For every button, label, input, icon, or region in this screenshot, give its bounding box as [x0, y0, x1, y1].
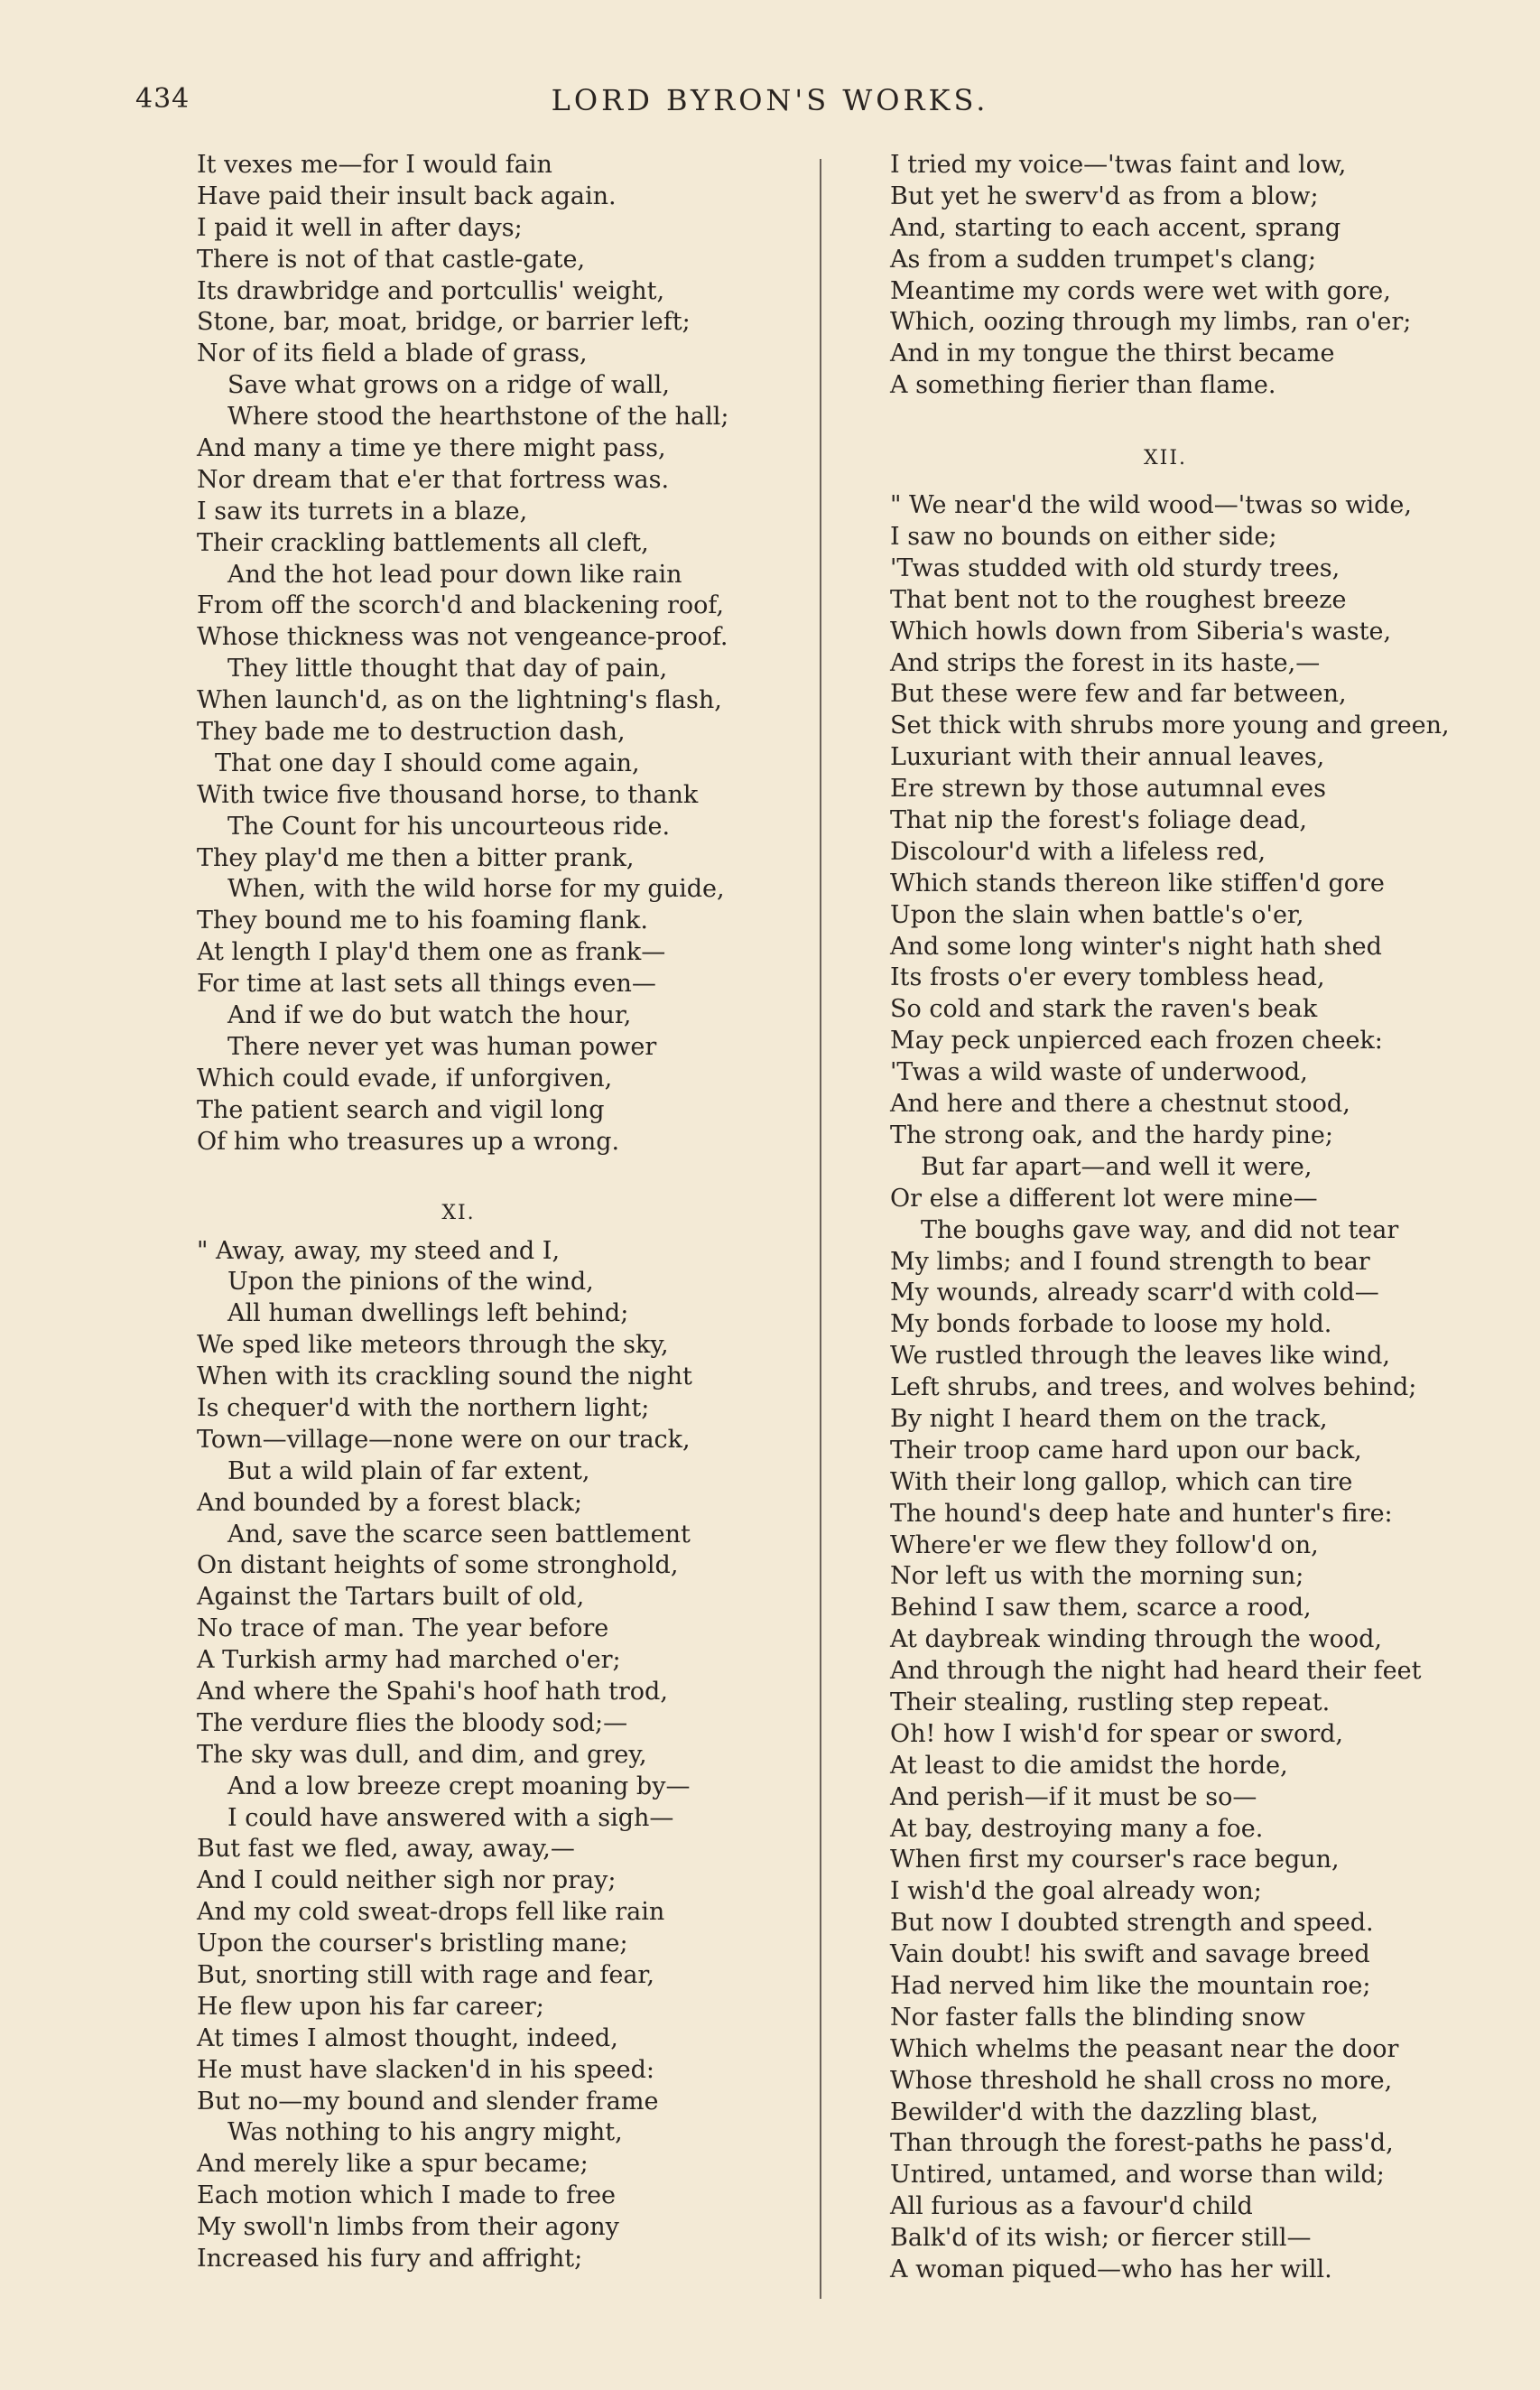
- verse-line: And, save the scarce seen battlement: [227, 1520, 691, 1548]
- verse-line: Their crackling battlements all cleft,: [197, 528, 649, 557]
- page-header: [0, 83, 1540, 123]
- verse-line: And perish—if it must be so—: [890, 1782, 1257, 1811]
- verse-line: Each motion which I made to free: [197, 2181, 617, 2210]
- verse-line: The sky was dull, and dim, and grey,: [197, 1740, 647, 1769]
- verse-line: I tried my voice—'twas faint and low,: [890, 151, 1347, 179]
- verse-line: As from a sudden trumpet's clang;: [890, 245, 1317, 274]
- verse-line: My swoll'n limbs from their agony: [197, 2213, 619, 2242]
- verse-line: At times I almost thought, indeed,: [197, 2023, 618, 2052]
- verse-line: And many a time ye there might pass,: [197, 434, 666, 463]
- verse-line: Which, oozing through my limbs, ran o'er;: [890, 308, 1412, 337]
- verse-line: It vexes me—for I would fain: [197, 151, 552, 179]
- verse-line: When, with the wild horse for my guide,: [227, 875, 725, 904]
- left-block-b: [197, 1236, 811, 2275]
- verse-line: We rustled through the leaves like wind,: [890, 1342, 1391, 1371]
- verse-line: Whose thickness was not vengeance-proof.: [197, 623, 728, 652]
- verse-line: There is not of that castle-gate,: [197, 245, 586, 274]
- verse-line: Nor left us with the morning sun;: [890, 1562, 1304, 1591]
- verse-line: But fast we fled, away, away,—: [197, 1835, 575, 1864]
- verse-line: On distant heights of some stronghold,: [197, 1551, 679, 1580]
- running-title: LORD BYRON'S WORKS.: [551, 83, 989, 117]
- verse-line: And in my tongue the thirst became: [890, 339, 1335, 368]
- verse-line: From off the scorch'd and blackening roof,: [197, 591, 724, 620]
- verse-line: But these were few and far between,: [890, 680, 1347, 709]
- verse-line: And a low breeze crept moaning by—: [227, 1772, 691, 1800]
- verse-line: When launch'd, as on the lightning's flash,: [197, 686, 722, 715]
- verse-line: Which howls down from Siberia's waste,: [890, 617, 1392, 646]
- verse-line: Against the Tartars built of old,: [197, 1583, 585, 1612]
- verse-line: There never yet was human power: [227, 1032, 657, 1061]
- verse-line: At daybreak winding through the wood,: [890, 1625, 1382, 1654]
- verse-line: But a wild plain of far extent,: [227, 1456, 590, 1485]
- verse-line: Which could evade, if unforgiven,: [197, 1064, 613, 1093]
- verse-line: Which whelms the peasant near the door: [890, 2034, 1399, 2063]
- verse-line: Its frosts o'er every tombless head,: [890, 963, 1325, 992]
- verse-line: And if we do but watch the hour,: [227, 1001, 632, 1030]
- verse-line: Than through the forest-paths he pass'd,: [890, 2129, 1394, 2158]
- verse-line: All furious as a favour'd child: [890, 2192, 1253, 2221]
- verse-line: Vain doubt! his swift and savage breed: [890, 1940, 1370, 1969]
- verse-line: Nor of its field a blade of grass,: [197, 339, 588, 368]
- verse-line: No trace of man. The year before: [197, 1614, 609, 1643]
- verse-line: All human dwellings left behind;: [227, 1299, 629, 1328]
- verse-line: And some long winter's night hath shed: [890, 932, 1382, 961]
- verse-line: Nor dream that e'er that fortress was.: [197, 465, 670, 494]
- verse-line: At least to die amidst the horde,: [890, 1751, 1288, 1780]
- verse-line: Oh! how I wish'd for spear or sword,: [890, 1719, 1344, 1748]
- verse-line: But far apart—and well it were,: [921, 1152, 1313, 1181]
- verse-line: I saw no bounds on either side;: [890, 523, 1277, 552]
- verse-line: Their stealing, rustling step repeat.: [890, 1688, 1331, 1716]
- verse-line: That nip the forest's foliage dead,: [890, 806, 1308, 835]
- verse-line: Was nothing to his angry might,: [227, 2118, 623, 2147]
- verse-line: A woman piqued—who has her will.: [890, 2255, 1332, 2283]
- verse-line: That bent not to the roughest breeze: [890, 585, 1347, 614]
- verse-line: I saw its turrets in a blaze,: [197, 497, 528, 525]
- verse-line: Left shrubs, and trees, and wolves behind;: [890, 1373, 1417, 1402]
- verse-line: By night I heard them on the track,: [890, 1404, 1328, 1433]
- verse-line: Where'er we flew they follow'd on,: [890, 1530, 1319, 1559]
- verse-line: Stone, bar, moat, bridge, or barrier left;: [197, 308, 691, 337]
- verse-line: Meantime my cords were wet with gore,: [890, 276, 1391, 305]
- verse-line: My wounds, already scarr'd with cold—: [890, 1279, 1379, 1307]
- verse-line: A something fierier than flame.: [890, 371, 1276, 400]
- stanza-heading-xii: XII.: [1143, 447, 1188, 470]
- verse-line: They little thought that day of pain,: [227, 655, 668, 684]
- verse-line: And my cold sweat-drops fell like rain: [197, 1898, 665, 1927]
- stanza-heading-xi: XI.: [441, 1201, 476, 1224]
- column-divider: [820, 159, 821, 2299]
- verse-line: Upon the courser's bristling mane;: [197, 1930, 628, 1958]
- spacer: [890, 402, 1495, 427]
- verse-line: The boughs gave way, and did not tear: [921, 1215, 1399, 1244]
- verse-line: When first my courser's race begun,: [890, 1846, 1340, 1874]
- verse-line: I paid it well in after days;: [197, 213, 523, 242]
- verse-line: And bounded by a forest black;: [197, 1488, 583, 1517]
- verse-line: And here and there a chestnut stood,: [890, 1090, 1350, 1119]
- verse-line: Or else a different lot were mine—: [890, 1184, 1318, 1213]
- verse-line: Balk'd of its wish; or fiercer still—: [890, 2224, 1312, 2253]
- verse-line: Increased his fury and affright;: [197, 2245, 583, 2273]
- verse-line: Set thick with shrubs more young and green,: [890, 711, 1450, 740]
- verse-line: Its drawbridge and portcullis' weight,: [197, 276, 665, 305]
- verse-line: Behind I saw them, scarce a rood,: [890, 1594, 1312, 1623]
- verse-line: They bade me to destruction dash,: [197, 718, 626, 747]
- verse-line: With twice five thousand horse, to thank: [197, 780, 699, 809]
- verse-line: The strong oak, and the hardy pine;: [890, 1121, 1334, 1149]
- verse-line: Which stands thereon like stiffen'd gore: [890, 869, 1385, 897]
- verse-line: My limbs; and I found strength to bear: [890, 1247, 1370, 1276]
- page-number: 434: [135, 83, 190, 115]
- verse-line: Is chequer'd with the northern light;: [197, 1393, 650, 1422]
- verse-line: But now I doubted strength and speed.: [890, 1909, 1374, 1938]
- verse-line: I wish'd the goal already won;: [890, 1877, 1262, 1906]
- left-block-a: [197, 150, 811, 1158]
- verse-line: At bay, destroying many a foe.: [890, 1814, 1264, 1843]
- verse-line: And the hot lead pour down like rain: [227, 560, 682, 589]
- verse-line: But no—my bound and slender frame: [197, 2087, 659, 2116]
- verse-line: Their troop came hard upon our back,: [890, 1436, 1362, 1465]
- verse-line: And through the night had heard their feet: [890, 1657, 1422, 1686]
- verse-line: Where stood the hearthstone of the hall;: [227, 403, 729, 432]
- right-block-b: [890, 490, 1495, 2286]
- verse-line: Had nerved him like the mountain roe;: [890, 1971, 1371, 2000]
- verse-line: With their long gallop, which can tire: [890, 1467, 1353, 1496]
- verse-line: Town—village—none were on our track,: [197, 1425, 691, 1454]
- verse-line: He must have slacken'd in his speed:: [197, 2055, 654, 2084]
- verse-line: He flew upon his far career;: [197, 1992, 544, 2021]
- verse-line: I could have answered with a sigh—: [227, 1803, 674, 1832]
- verse-line: And I could neither sigh nor pray;: [197, 1866, 617, 1895]
- verse-line: Upon the pinions of the wind,: [227, 1268, 594, 1297]
- verse-line: That one day I should come again,: [215, 749, 640, 777]
- verse-line: The Count for his uncourteous ride.: [227, 812, 671, 841]
- verse-line: Luxuriant with their annual leaves,: [890, 743, 1325, 772]
- verse-line: 'Twas studded with old sturdy trees,: [890, 553, 1341, 582]
- verse-line: They bound me to his foaming flank.: [197, 907, 648, 935]
- verse-line: They play'd me then a bitter prank,: [197, 843, 635, 872]
- verse-line: Have paid their insult back again.: [197, 181, 617, 210]
- verse-line: Whose threshold he shall cross no more,: [890, 2066, 1393, 2095]
- verse-line: Nor faster falls the blinding snow: [890, 2003, 1305, 2032]
- verse-line: At length I play'd them one as frank—: [197, 938, 666, 967]
- verse-line: May peck unpierced each frozen cheek:: [890, 1027, 1383, 1056]
- verse-line: Save what grows on a ridge of wall,: [227, 371, 670, 400]
- verse-line: The patient search and vigil long: [197, 1095, 605, 1124]
- verse-line: Untired, untamed, and worse than wild;: [890, 2161, 1385, 2190]
- verse-line: " We near'd the wild wood—'twas so wide,: [890, 491, 1412, 520]
- verse-line: 'Twas a wild waste of underwood,: [890, 1058, 1308, 1087]
- verse-line: Discolour'd with a lifeless red,: [890, 837, 1266, 866]
- verse-line: My bonds forbade to loose my hold.: [890, 1310, 1332, 1339]
- verse-line: Of him who treasures up a wrong.: [197, 1127, 620, 1156]
- verse-line: And where the Spahi's hoof hath trod,: [197, 1677, 668, 1706]
- verse-line: So cold and stark the raven's beak: [890, 995, 1318, 1024]
- spacer: [197, 1158, 811, 1191]
- verse-line: Ere strewn by those autumnal eves: [890, 775, 1326, 804]
- right-block-a: [890, 150, 1495, 402]
- verse-line: Bewilder'd with the dazzling blast,: [890, 2097, 1319, 2126]
- verse-line: For time at last sets all things even—: [197, 970, 656, 999]
- verse-line: And, starting to each accent, sprang: [890, 213, 1341, 242]
- verse-line: " Away, away, my steed and I,: [197, 1236, 561, 1265]
- right-column: [890, 150, 1495, 2286]
- verse-line: The hound's deep hate and hunter's fire:: [890, 1499, 1393, 1528]
- verse-line: The verdure flies the bloody sod;—: [197, 1708, 628, 1737]
- verse-line: We sped like meteors through the sky,: [197, 1331, 669, 1360]
- verse-line: But yet he swerv'd as from a blow;: [890, 181, 1319, 210]
- verse-line: And strips the forest in its haste,—: [890, 648, 1321, 677]
- verse-line: A Turkish army had marched o'er;: [197, 1646, 621, 1675]
- verse-line: But, snorting still with rage and fear,: [197, 1960, 654, 1989]
- verse-line: And merely like a spur became;: [197, 2150, 589, 2179]
- verse-line: Upon the slain when battle's o'er,: [890, 900, 1304, 929]
- left-column: [197, 150, 811, 2275]
- verse-line: When with its crackling sound the night: [197, 1362, 692, 1391]
